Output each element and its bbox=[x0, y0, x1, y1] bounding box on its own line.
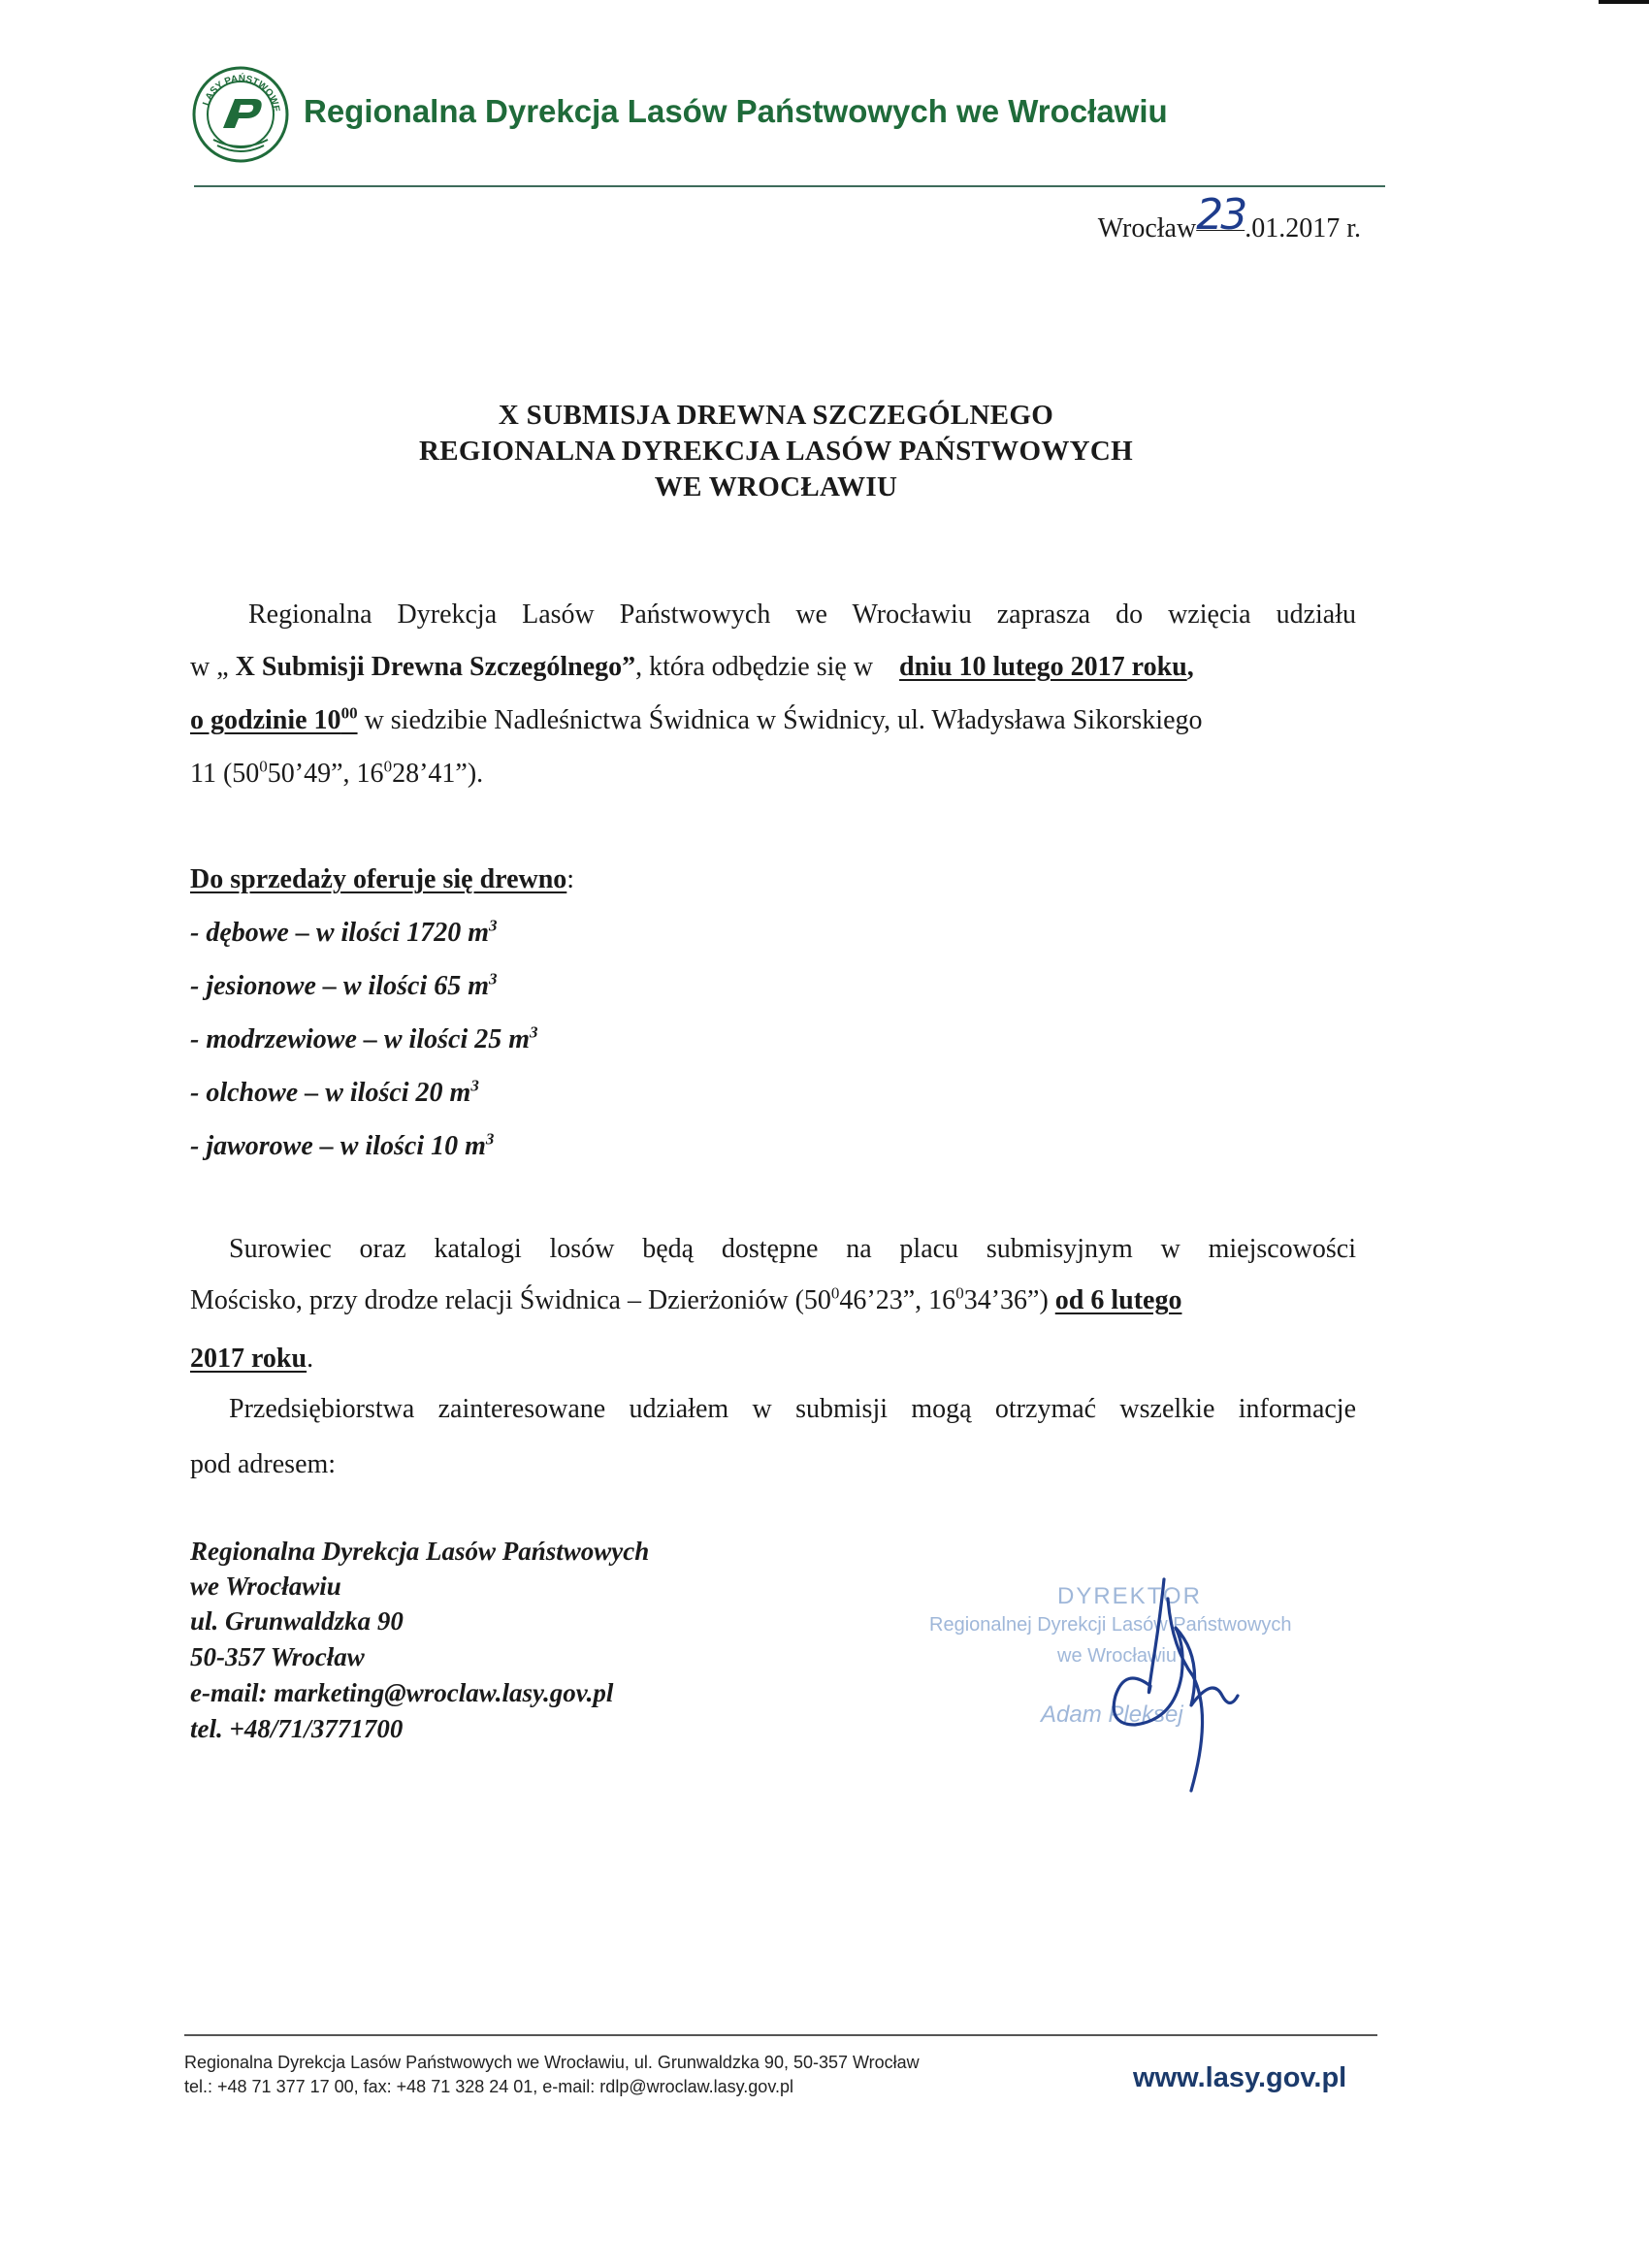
address-postal: 50-357 Wrocław bbox=[190, 1642, 365, 1671]
lasy-panstwowe-logo bbox=[190, 64, 291, 165]
date-rest: .01.2017 r. bbox=[1245, 213, 1361, 243]
intro-line-1: Regionalna Dyrekcja Lasów Państwowych we Wrocławiu zaprasza do wzięcia udziału bbox=[248, 599, 1356, 630]
address-line-1: Regionalna Dyrekcja Lasów Państwowych bbox=[190, 1537, 650, 1566]
stamp-line-2: Regionalnej Dyrekcji Lasów Państwowych bbox=[929, 1614, 1292, 1636]
date-day-handwritten: 23 bbox=[1196, 190, 1245, 240]
offer-heading: Do sprzedaży oferuje się drewno: bbox=[190, 864, 575, 894]
event-date: dniu 10 lutego 2017 roku bbox=[899, 652, 1187, 682]
organization-name: Regionalna Dyrekcja Lasów Państwowych we Wrocławiu bbox=[304, 93, 1168, 129]
title-line-3: WE WROCŁAWIU bbox=[654, 471, 898, 502]
stamp-line-3: we Wrocławiu bbox=[1057, 1645, 1177, 1667]
logo-text: LASY PAŃSTWOWE bbox=[201, 73, 281, 113]
offer-item-larch: - modrzewiowe – w ilości 25 $m^3$ bbox=[190, 1022, 538, 1054]
offer-item-sycamore: - jaworowe – w ilości 10 $m^3$ bbox=[190, 1129, 495, 1161]
stamp-name: Adam Pleksej bbox=[1041, 1701, 1183, 1728]
scan-edge-mark bbox=[1599, 0, 1649, 4]
offer-item-oak: - dębowe – w ilości 1720 $m^3$ bbox=[190, 916, 498, 948]
intro-line-4: 11 ($50^050’49$”, $16^028’41$”). bbox=[190, 757, 484, 789]
title-line-1: X SUBMISJA DREWNA SZCZEGÓLNEGO bbox=[498, 400, 1054, 431]
event-time: o godzinie $10^{00}$ bbox=[190, 703, 358, 735]
intro-line-3: o godzinie $10^{00}$ w siedzibie Nadleśnictwa Świdnica w Świdnicy, ul. Władysława Sikorskiego bbox=[190, 703, 1203, 735]
footer-address: Regionalna Dyrekcja Lasów Państwowych we Wrocławiu, ul. Grunwaldzka 90, 50-357 Wrocław bbox=[184, 2053, 920, 2072]
surowiec-line-1: Surowiec oraz katalogi losów będą dostępne na placu submisyjnym w miejscowości bbox=[229, 1234, 1356, 1264]
surowiec-line-2: Mościsko, przy drodze relacji Świdnica – Dzierżoniów ($50^046’23$”, $16^034’36$”) od 6 lutego bbox=[190, 1283, 1182, 1315]
address-phone: tel. +48/71/3771700 bbox=[190, 1714, 404, 1743]
offer-item-ash: - jesionowe – w ilości 65 $m^3$ bbox=[190, 969, 498, 1001]
stamp-title: DYREKTOR bbox=[1057, 1583, 1202, 1609]
intro-line-2: w „ X Submisji Drewna Szczególnego”, która odbędzie się w dniu 10 lutego 2017 roku, bbox=[190, 652, 1194, 682]
footer-contact: tel.: +48 71 377 17 00, fax: +48 71 328 24 01, e-mail: rdlp@wroclaw.lasy.gov.pl bbox=[184, 2077, 793, 2096]
date-city: Wrocław bbox=[1097, 213, 1197, 243]
info-line-2: pod adresem: bbox=[190, 1449, 337, 1479]
surowiec-line-3: 2017 roku. bbox=[190, 1344, 314, 1374]
footer-divider bbox=[184, 2034, 1377, 2036]
address-street: ul. Grunwaldzka 90 bbox=[190, 1606, 404, 1636]
title-line-2: REGIONALNA DYREKCJA LASÓW PAŃSTWOWYCH bbox=[419, 436, 1133, 467]
offer-item-alder: - olchowe – w ilości 20 $m^3$ bbox=[190, 1076, 479, 1108]
letter-date bbox=[1097, 190, 1361, 244]
address-line-2: we Wrocławiu bbox=[190, 1571, 341, 1601]
address-email: e-mail: marketing@wroclaw.lasy.gov.pl bbox=[190, 1678, 614, 1707]
info-line-1: Przedsiębiorstwa zainteresowane udziałem w submisji mogą otrzymać wszelkie informacje bbox=[229, 1394, 1356, 1424]
footer-website-link[interactable]: www.lasy.gov.pl bbox=[1133, 2062, 1347, 2093]
event-name: X Submisji Drewna Szczególnego” bbox=[228, 652, 636, 682]
header-divider bbox=[194, 185, 1385, 187]
yard-available-from: od 6 lutego bbox=[1054, 1285, 1182, 1315]
signature bbox=[1067, 1560, 1261, 1802]
